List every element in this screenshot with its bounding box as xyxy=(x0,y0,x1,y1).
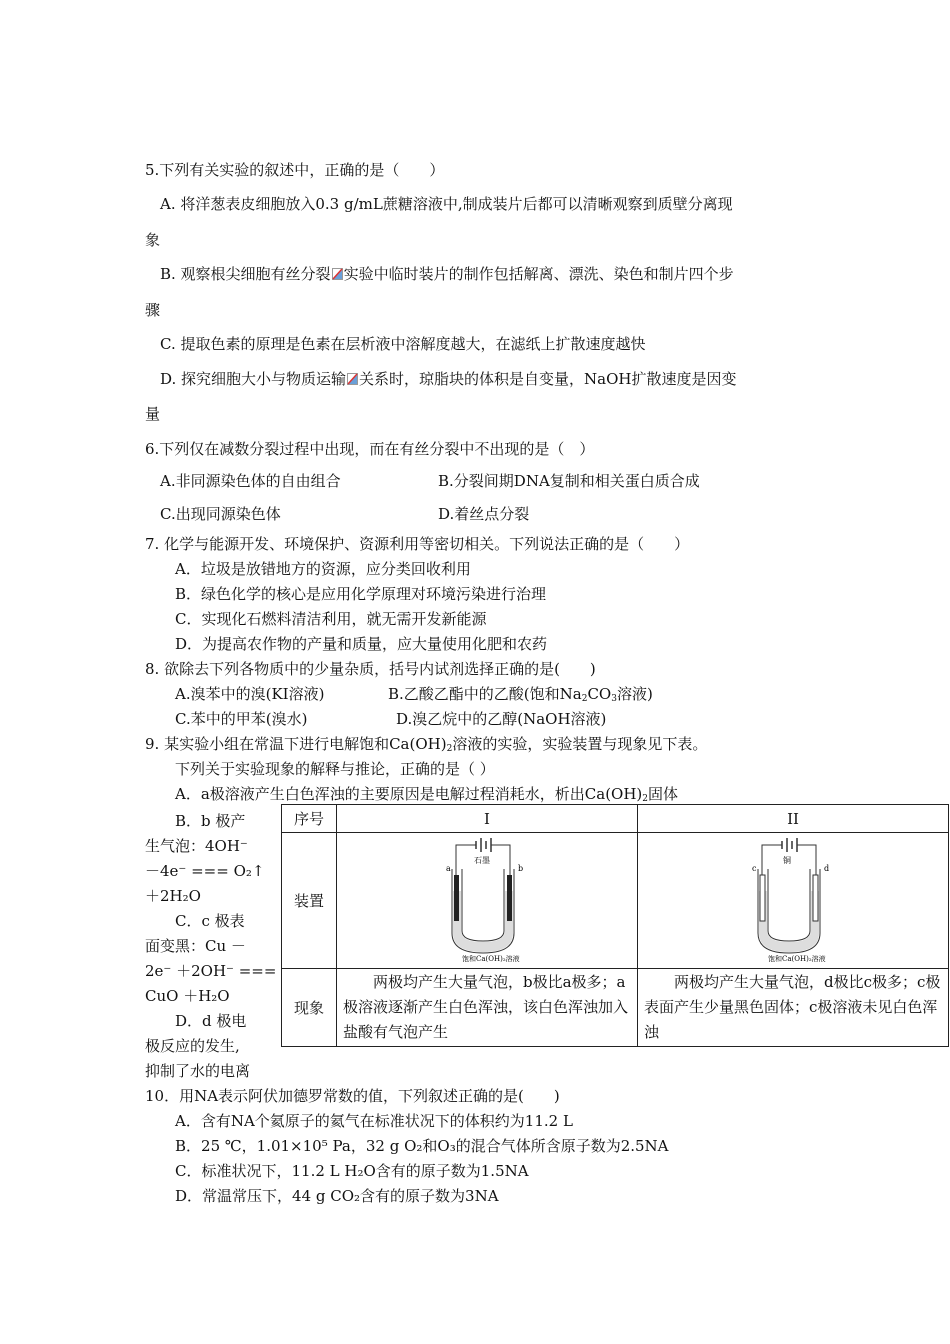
solution-label: 饱和Ca(OH)₂溶液 xyxy=(462,954,520,963)
row-label-observation: 现象 xyxy=(282,969,337,1047)
q7-option-a: A．垃圾是放错地方的资源，应分类回收利用 xyxy=(175,560,471,578)
observation-1: 两极均产生大量气泡，b极比a极多；a极溶液逐渐产生白色浑浊，该白色浑浊加入盐酸有气泡产生 xyxy=(337,969,638,1047)
observation-2: 两极均产生大量气泡，d极比c极多；c极表面产生少量黑色固体；c极溶液未见白色浑浊 xyxy=(638,969,949,1047)
q5-option-c: C. 提取色素的原理是色素在层析液中溶解度越大，在滤纸上扩散速度越快 xyxy=(160,335,646,353)
q5-option-d: D. 探究细胞大小与物质运输 关系时，琼脂块的体积是自变量，NaOH扩散速度是因变 xyxy=(160,370,737,388)
electrode-material-label: 铜 xyxy=(783,855,791,865)
q10-stem: 10．用NA表示阿伏加德罗常数的值，下列叙述正确的是( ) xyxy=(145,1087,560,1105)
apparatus-1 xyxy=(337,833,638,969)
q5-option-b: B. 观察根尖细胞有丝分裂 实验中临时装片的制作包括解离、漂洗、染色和制片四个步 xyxy=(160,265,734,283)
q10-option-b: B．25 ℃，1.01×10⁵ Pa，32 g O₂和O₃的混合气体所含原子数为2.5NA xyxy=(175,1137,669,1155)
electrolysis-apparatus-copper xyxy=(738,835,848,963)
electrode-a-label: a xyxy=(446,863,451,873)
q7-option-d: D．为提高农作物的产量和质量，应大量使用化肥和农药 xyxy=(175,635,548,653)
q10-option-d: D．常温常压下，44 g CO₂含有的原子数为3NA xyxy=(175,1187,499,1205)
electrolysis-apparatus-graphite xyxy=(432,835,542,963)
q8-stem: 8. 欲除去下列各物质中的少量杂质，括号内试剂选择正确的是( ) xyxy=(145,660,596,678)
broken-image-icon xyxy=(332,268,343,280)
table-header-index: 序号 xyxy=(282,805,337,833)
electrode-d-label: d xyxy=(824,863,830,873)
q10-option-a: A．含有NA个氦原子的氦气在标准状况下的体积约为11.2 L xyxy=(175,1112,573,1130)
q5-option-b-cont: 骤 xyxy=(145,301,161,319)
q9-option-a: A．a极溶液产生白色浑浊的主要原因是电解过程消耗水，析出$Ca(OH)_2$固体 xyxy=(175,785,679,804)
q7-option-b: B．绿色化学的核心是应用化学原理对环境污染进行治理 xyxy=(175,585,547,603)
q5-option-a-cont: 象 xyxy=(145,231,161,249)
table-header-2: II xyxy=(638,805,949,833)
q8-option-d: D.溴乙烷中的乙醇(NaOH溶液) xyxy=(396,710,607,728)
q6-option-a: A.非同源染色体的自由组合 xyxy=(160,472,341,490)
solution-label: 饱和Ca(OH)₂溶液 xyxy=(768,954,826,963)
q8-option-c: C.苯中的甲苯(溴水) xyxy=(175,710,308,728)
q5-stem: 5.下列有关实验的叙述中，正确的是（ ） xyxy=(145,161,445,179)
electrode-b-label: b xyxy=(518,863,524,873)
q6-stem: 6.下列仅在减数分裂过程中出现，而在有丝分裂中不出现的是（ ） xyxy=(145,440,595,458)
q6-option-c: C.出现同源染色体 xyxy=(160,505,281,523)
q5-option-d-cont: 量 xyxy=(145,405,161,423)
q10-option-c: C．标准状况下，11.2 L H₂O含有的原子数为1.5NA xyxy=(175,1162,529,1180)
q8-option-a: A.溴苯中的溴(KI溶液) xyxy=(175,685,325,703)
q6-option-d: D.着丝点分裂 xyxy=(438,505,530,523)
table-header-1: I xyxy=(337,805,638,833)
q5-option-a: A. 将洋葱表皮细胞放入0.3 g/mL蔗糖溶液中,制成装片后都可以清晰观察到质壁分离现 xyxy=(160,195,733,213)
q9-option-d: D．d 极电 极反应的发生, 抑制了水的电离 xyxy=(145,1012,251,1080)
q9-option-b: B．b 极产 生气泡：4OH⁻ －4e⁻ === O₂↑ ＋2H₂O xyxy=(145,812,265,905)
broken-image-icon xyxy=(347,373,358,385)
q7-stem: 7. 化学与能源开发、环境保护、资源利用等密切相关。下列说法正确的是（ ） xyxy=(145,535,690,553)
q9-stem-2: 下列关于实验现象的解释与推论，正确的是（ ） xyxy=(175,760,495,778)
electrode-material-label: 石墨 xyxy=(474,855,490,865)
q6-option-b: B.分裂间期DNA复制和相关蛋白质合成 xyxy=(438,472,700,490)
q7-option-c: C．实现化石燃料清洁利用，就无需开发新能源 xyxy=(175,610,487,628)
experiment-table xyxy=(281,804,949,1047)
q9-stem: 9. 某实验小组在常温下进行电解饱和$Ca(OH)_2$溶液的实验，实验装置与现象见下表。 xyxy=(145,735,708,754)
apparatus-2 xyxy=(638,833,949,969)
q8-option-b: B.乙酸乙酯中的乙酸(饱和$Na_2CO_3$溶液) xyxy=(388,685,653,704)
q9-option-c: C．c 极表 面变黑：Cu － 2e⁻ ＋2OH⁻ === CuO ＋H₂O xyxy=(145,912,277,1005)
electrode-c-label: c xyxy=(752,863,757,873)
row-label-apparatus: 装置 xyxy=(282,833,337,969)
